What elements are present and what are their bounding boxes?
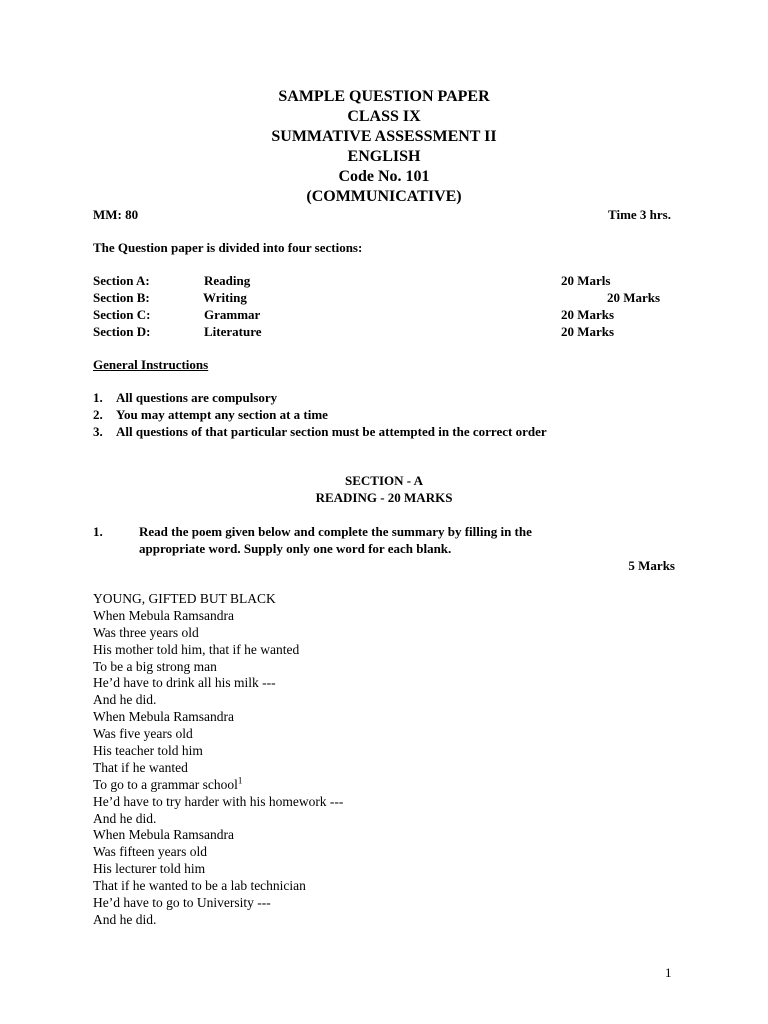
poem-line: And he did.: [93, 692, 157, 708]
section-a-name: Section A:: [93, 273, 150, 288]
poem-line: He’d have to try harder with his homework ---: [93, 793, 344, 809]
section-b-name: Section B:: [93, 290, 150, 305]
instruction-text: All questions are compulsory: [116, 390, 278, 405]
poem-line: When Mebula Ramsandra: [93, 607, 234, 623]
instruction-number: 1.: [93, 390, 103, 405]
poem-line: He’d have to go to University ---: [93, 895, 271, 911]
section-d-marks: 20 Marks: [561, 324, 615, 339]
time-allowed: Time 3 hrs.: [608, 207, 671, 222]
divided-note: The Question paper is divided into four sections:: [93, 240, 363, 255]
section-d-subject: Literature: [204, 324, 262, 339]
footnote-marker: 1: [237, 775, 243, 786]
poem-line: And he did.: [93, 911, 157, 927]
assessment-title: SUMMATIVE ASSESSMENT II: [271, 128, 497, 145]
section-c-marks: 20 Marks: [561, 307, 615, 322]
section-b-marks: 20 Marks: [607, 290, 661, 305]
section-b-subject: Writing: [203, 290, 247, 305]
poem-line: When Mebula Ramsandra: [93, 709, 234, 725]
section-a-subtitle: READING - 20 MARKS: [315, 490, 453, 505]
poem-line: Was three years old: [93, 624, 199, 640]
subject-title: ENGLISH: [347, 148, 421, 165]
poem-line: He’d have to drink all his milk ---: [93, 675, 276, 691]
poem-line: His teacher told him: [93, 743, 203, 759]
paper-title: SAMPLE QUESTION PAPER: [278, 88, 490, 105]
poem-title: YOUNG, GIFTED BUT BLACK: [93, 591, 276, 606]
section-c-name: Section C:: [93, 307, 151, 322]
instruction-number: 2.: [93, 407, 103, 422]
section-a-title: SECTION - A: [344, 473, 424, 488]
question-text-line1: Read the poem given below and complete the summary by filling in the: [139, 524, 532, 539]
poem-line: That if he wanted to be a lab technician: [93, 878, 306, 894]
page-number: 1: [665, 965, 672, 980]
code-title: Code No. 101: [338, 168, 430, 185]
communicative-title: (COMMUNICATIVE): [306, 188, 462, 205]
poem-line: His mother told him, that if he wanted: [93, 641, 300, 657]
poem-line: That if he wanted: [93, 759, 188, 775]
poem-line-with-footnote: [93, 777, 343, 794]
section-a-subject: Reading: [204, 273, 251, 288]
max-marks: MM: 80: [93, 207, 139, 222]
instruction-text: All questions of that particular section must be attempted in the correct order: [116, 424, 547, 439]
section-a-marks: 20 Marls: [561, 273, 611, 288]
section-c-subject: Grammar: [204, 307, 261, 322]
instruction-number: 3.: [93, 424, 103, 439]
instruction-text: You may attempt any section at a time: [116, 407, 328, 422]
poem-line: To be a big strong man: [93, 658, 217, 674]
general-instructions-heading: General Instructions: [93, 357, 209, 372]
class-title: CLASS IX: [347, 108, 421, 125]
poem-line: When Mebula Ramsandra: [93, 827, 234, 843]
poem-line: Was fifteen years old: [93, 844, 207, 860]
poem-line: His lecturer told him: [93, 861, 206, 877]
question-text-line2: appropriate word. Supply only one word for each blank.: [139, 541, 452, 556]
poem: [93, 591, 343, 929]
poem-line: And he did.: [93, 810, 157, 826]
question-marks: 5 Marks: [628, 558, 675, 573]
poem-line: Was five years old: [93, 726, 193, 742]
section-d-name: Section D:: [93, 324, 151, 339]
question-number: 1.: [93, 524, 103, 539]
poem-line-text: To go to a grammar school: [93, 776, 238, 792]
